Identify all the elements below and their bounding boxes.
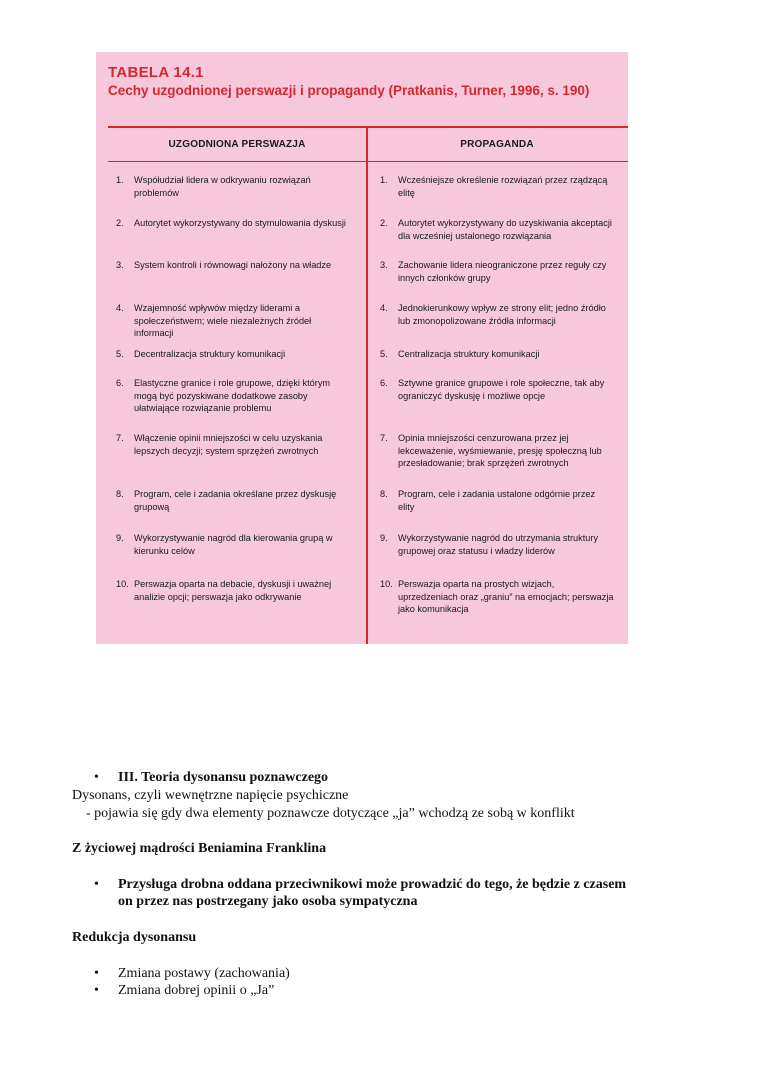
row-number: 10. (116, 579, 129, 589)
row-text: Opinia mniejszości cenzurowana przez jej lekceważenie, wyśmiewanie, presję społeczną lub przesładowanie; brak sprzężeń zwrotnych (398, 433, 602, 469)
bullet-marker: • (94, 770, 99, 785)
row-number: 8. (116, 489, 124, 499)
table-row-left (108, 259, 356, 272)
reduction-item: Zmiana postawy (zachowania) (118, 966, 290, 981)
row-number: 3. (116, 260, 124, 270)
row-text: Program, cele i zadania ustalone odgórnie przez elity (398, 489, 596, 512)
table-row-left (108, 377, 356, 415)
row-number: 8. (380, 489, 388, 499)
row-text: Elastyczne granice i role grupowe, dzięki którym mogą być pozyskiwane dodatkowe zasoby ułatwiające rozwiązanie problemu (134, 378, 331, 414)
row-text: Program, cele i zadania określane przez dyskusję grupową (134, 489, 337, 512)
reduction-heading: Redukcja dysonansu (72, 930, 197, 945)
franklin-point-line-2: on przez nas postrzegany jako osoba sympatyczna (118, 894, 418, 909)
row-text: Autorytet wykorzystywany do uzyskiwania akceptacji dla wcześniej ustalonego rozwiązania (398, 218, 612, 241)
table-id: TABELA 14.1 (108, 64, 204, 81)
row-number: 3. (380, 260, 388, 270)
row-number: 7. (116, 433, 124, 443)
row-number: 9. (380, 533, 388, 543)
table-row-left (108, 348, 356, 361)
column-propaganda (380, 128, 618, 615)
row-text: Centralizacja struktury komunikacji (398, 349, 540, 359)
table-row-right (380, 302, 618, 327)
table-scan-image (96, 52, 628, 644)
row-text: System kontroli i równowagi nałożony na władze (134, 260, 332, 270)
row-number: 7. (380, 433, 388, 443)
table-row-right (380, 174, 618, 199)
bullet-marker: • (94, 983, 99, 998)
table-row-left (108, 432, 356, 457)
row-number: 6. (116, 378, 124, 388)
row-text: Wzajemność wpływów między liderami a społeczeństwem; wiele niezależnych źródeł informacji (134, 303, 312, 339)
row-number: 1. (116, 175, 124, 185)
table-row-left (108, 217, 356, 230)
table-row-left (108, 532, 356, 557)
table-row-right (380, 578, 618, 616)
table-row-left (108, 488, 356, 513)
table-row-left (108, 174, 356, 199)
row-text: Współudział lidera w odkrywaniu rozwiązań problemów (134, 175, 311, 198)
table-row-right (380, 348, 618, 361)
column-uzgodniona-perswazja (108, 128, 356, 602)
section-heading: III. Teoria dysonansu poznawczego (118, 770, 329, 785)
table-caption: Cechy uzgodnionej perswazji i propagandy (Pratkanis, Turner, 1996, s. 190) (108, 83, 590, 98)
row-text: Decentralizacja struktury komunikacji (134, 349, 286, 359)
row-number: 1. (380, 175, 388, 185)
table-heading (108, 64, 589, 98)
row-text: Jednokierunkowy wpływ ze strony elit; jedno źródło lub zmonopolizowane źródła informacji (398, 303, 606, 326)
row-number: 2. (116, 218, 124, 228)
reduction-item: Zmiana dobrej opinii o „Ja” (118, 983, 275, 998)
row-number: 5. (380, 349, 388, 359)
row-text: Zachowanie lidera nieograniczone przez reguły czy innych członków grupy (398, 260, 607, 283)
table-row-left (108, 578, 356, 603)
franklin-point-line-1: Przysługa drobna oddana przeciwnikowi może prowadzić do tego, że będzie z czasem (118, 877, 627, 892)
table-row-right (380, 259, 618, 284)
table-row-right (380, 432, 618, 470)
definition-text: Dysonans, czyli wewnętrzne napięcie psychiczne (72, 788, 349, 803)
bullet-marker: • (94, 966, 99, 981)
table-row-right (380, 377, 618, 402)
row-text: Perswazja oparta na prostych wizjach, uprzedzeniach oraz „graniu” na emocjach; perswazja jako komunikacja (398, 579, 614, 615)
column-header-left: UZGODNIONA PERSWAZJA (108, 128, 366, 162)
row-number: 6. (380, 378, 388, 388)
row-text: Perswazja oparta na debacie, dyskusji i uważnej analizie opcji; perswazja jako odkrywanie (134, 579, 332, 602)
row-text: Sztywne granice grupowe i role społeczne, tak aby ograniczyć dyskusję i możliwe opcje (398, 378, 605, 401)
definition-detail: - pojawia się gdy dwa elementy poznawcze dotyczące „ja” wchodzą ze sobą w konflikt (86, 806, 575, 821)
column-header-right: PROPAGANDA (366, 128, 628, 162)
row-number: 4. (380, 303, 388, 313)
comparison-table (108, 126, 628, 644)
table-row-right (380, 488, 618, 513)
table-row-right (380, 217, 618, 242)
row-text: Wykorzystywanie nagród dla kierowania grupą w kierunku celów (134, 533, 333, 556)
franklin-heading: Z życiowej mądrości Beniamina Franklina (72, 841, 327, 856)
row-number: 5. (116, 349, 124, 359)
row-text: Autorytet wykorzystywany do stymulowania dyskusji (134, 218, 346, 228)
row-number: 4. (116, 303, 124, 313)
column-divider (366, 128, 368, 644)
table-row-right (380, 532, 618, 557)
row-text: Wcześniejsze określenie rozwiązań przez rządzącą elitę (398, 175, 608, 198)
row-number: 10. (380, 579, 393, 589)
bullet-marker: • (94, 877, 99, 892)
table-row-left (108, 302, 356, 340)
row-text: Włączenie opinii mniejszości w celu uzyskania lepszych decyzji; system sprzężeń zwrotnych (134, 433, 323, 456)
row-number: 9. (116, 533, 124, 543)
row-text: Wykorzystywanie nagród do utrzymania struktury grupowej oraz statusu i władzy liderów (398, 533, 599, 556)
row-number: 2. (380, 218, 388, 228)
